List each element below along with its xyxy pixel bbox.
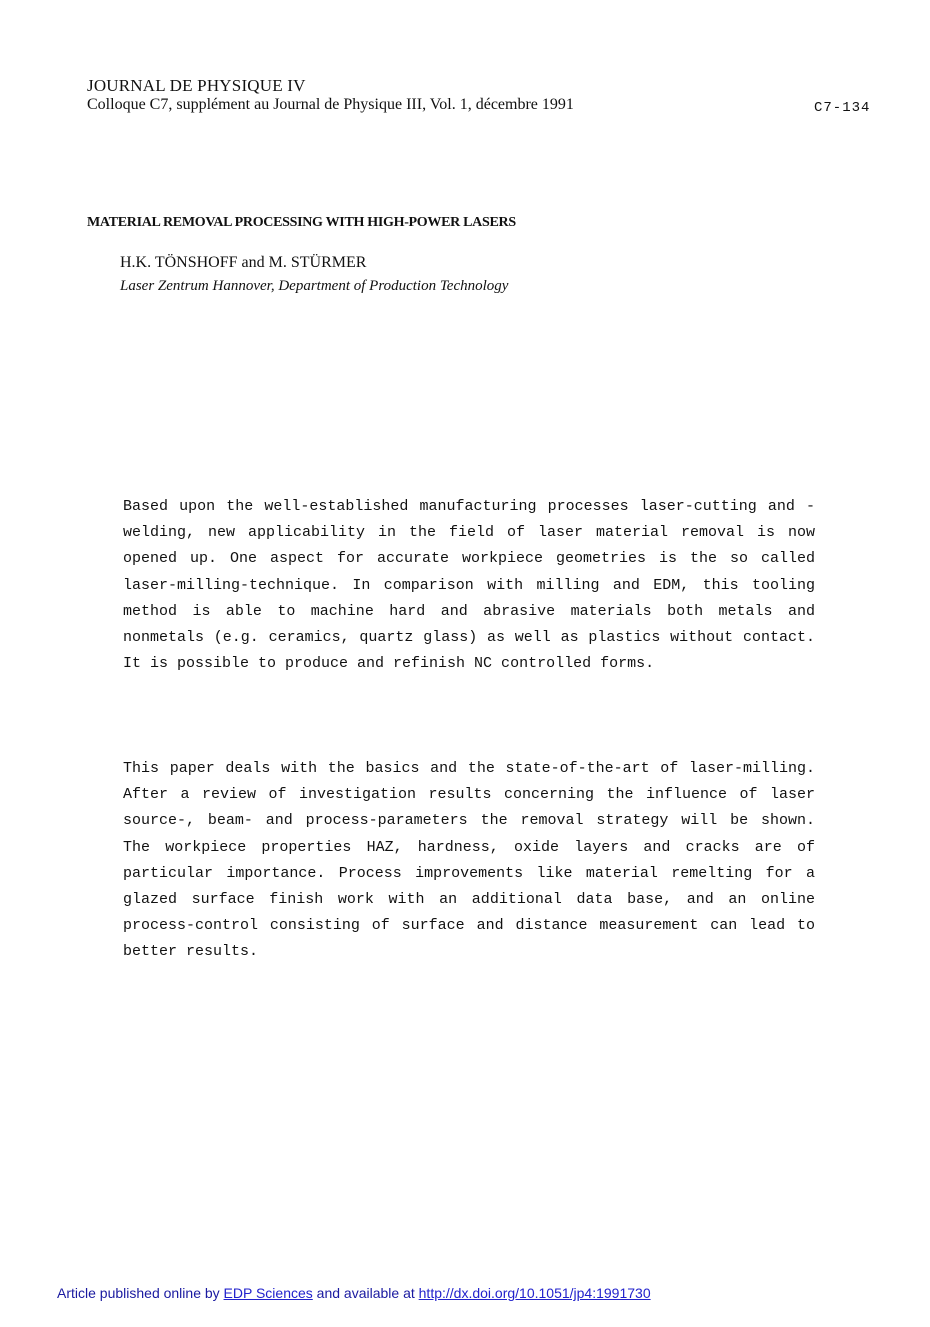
publisher-link[interactable]: EDP Sciences xyxy=(223,1285,313,1301)
article-authors: H.K. TÖNSHOFF and M. STÜRMER xyxy=(120,254,367,271)
abstract-paragraph-2: This paper deals with the basics and the state-of-the-art of laser-milling. After a review of investigation results concerning the influence of laser source-, beam- and process-parameters the removal strategy will be shown. The workpiece properties HAZ, hardness, oxide layers and cracks are of particular importance. Process improvements like material remelting for a glazed surface finish work with an additional data base, and an online process-control consisting of surface and distance measurement can lead to better results. xyxy=(123,760,815,961)
article-title: MATERIAL REMOVAL PROCESSING WITH HIGH-POWER LASERS xyxy=(87,215,516,230)
publication-footer xyxy=(57,1285,651,1301)
journal-title: JOURNAL DE PHYSIQUE IV xyxy=(87,76,306,95)
page-number: C7-134 xyxy=(814,100,871,116)
abstract-paragraph-1: Based upon the well-established manufacturing processes laser-cutting and -welding, new applicability in the field of laser material removal is now opened up. One aspect for accurate workpiece geometries is the so called laser-milling-technique. In comparison with milling and EDM, this tooling method is able to machine hard and abrasive materials both metals and nonmetals (e.g. ceramics, quartz glass) as well as plastics without contact. It is possible to produce and refinish NC controlled forms. xyxy=(123,498,815,673)
doi-link[interactable]: http://dx.doi.org/10.1051/jp4:1991730 xyxy=(418,1285,651,1301)
footer-prefix: Article published online by xyxy=(57,1285,220,1301)
author-affiliation: Laser Zentrum Hannover, Department of Production Technology xyxy=(120,278,509,294)
footer-middle: and available at xyxy=(316,1285,415,1301)
journal-issue-line: Colloque C7, supplément au Journal de Physique III, Vol. 1, décembre 1991 xyxy=(87,96,574,113)
